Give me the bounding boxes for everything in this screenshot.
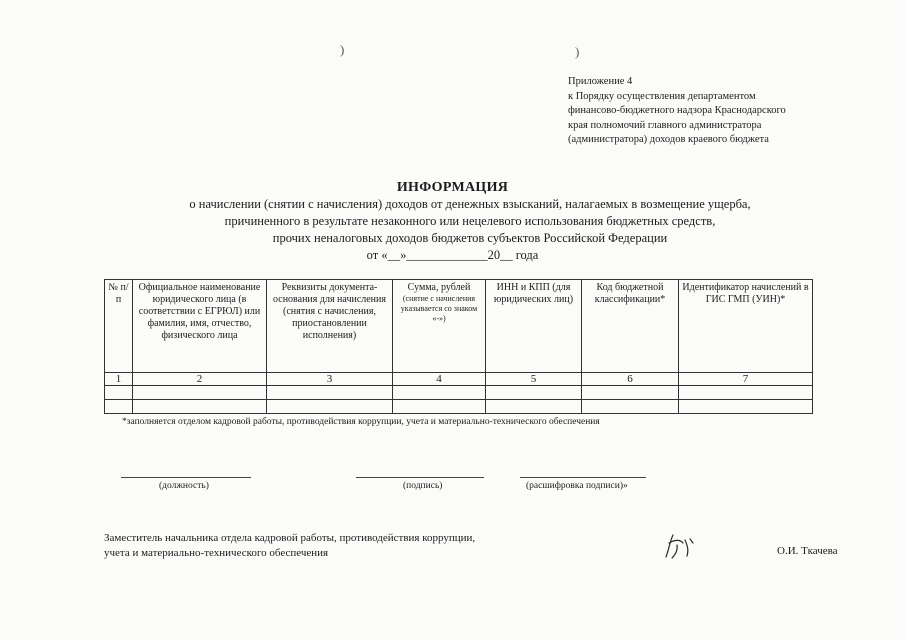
col-header-basis: Реквизиты документа-основания для начисления (снятия с начисления, приостановлении исполнения): [267, 280, 393, 373]
table-cell[interactable]: [133, 386, 267, 400]
deputy-title: Заместитель начальника отдела кадровой работы, противодействия коррупции, учета и материально-технического обеспечения: [104, 532, 476, 559]
appendix-line: края полномочий главного администратора: [568, 119, 762, 131]
table-cell[interactable]: [105, 400, 133, 414]
table-cell: 5: [486, 373, 582, 386]
subtitle-line: прочих неналоговых доходов бюджетов субъектов Российской Федерации: [272, 231, 668, 245]
appendix-line: (администратора) доходов краевого бюджета: [568, 134, 769, 145]
table-cell: 7: [679, 373, 813, 386]
scan-mark-left: ): [340, 42, 345, 57]
table-cell[interactable]: [133, 400, 267, 414]
period-line: от «__»_____________20__ года: [366, 248, 539, 262]
table-cell[interactable]: [582, 400, 679, 414]
table-cell: 4: [393, 373, 486, 386]
position-label: (должность): [159, 481, 209, 491]
col-header-name: Официальное наименование юридического лица (в соответствии с ЕГРЮЛ) или фамилия, имя, отчество, физического лица: [133, 280, 267, 373]
table-cell[interactable]: [679, 400, 813, 414]
table-cell[interactable]: [582, 386, 679, 400]
document-subtitle: [140, 196, 800, 247]
scan-mark-right: ): [575, 44, 580, 59]
table-cell[interactable]: [486, 400, 582, 414]
table-cell[interactable]: [679, 386, 813, 400]
col-header-uin: Идентификатор начислений в ГИС ГМП (УИН)*: [679, 280, 813, 373]
signer-name: О.И. Ткачева: [777, 545, 838, 557]
handwritten-signature: [660, 531, 700, 561]
signature-line[interactable]: [356, 477, 484, 478]
table-cell[interactable]: [267, 400, 393, 414]
col-header-amount: [393, 280, 486, 373]
table-cell: 1: [105, 373, 133, 386]
decoding-label: (расшифровка подписи)»: [526, 481, 628, 491]
appendix-block: [568, 75, 868, 148]
appendix-line: финансово-бюджетного надзора Краснодарского: [568, 105, 786, 116]
table-cell: 3: [267, 373, 393, 386]
table-row: [105, 386, 813, 400]
table-row: [105, 400, 813, 414]
signature-label: (подпись): [403, 481, 443, 491]
info-table: [104, 279, 813, 414]
table-cell[interactable]: [486, 386, 582, 400]
amount-label: Сумма, рублей: [407, 282, 471, 293]
amount-note: (снятие с начисления указывается со знаком «-»): [400, 294, 478, 323]
col-header-number: № п/п: [105, 280, 133, 373]
subtitle-line: о начислении (снятии с начисления) доходов от денежных взысканий, налагаемых в возмещение ущерба,: [189, 197, 751, 211]
table-cell: 6: [582, 373, 679, 386]
col-header-inn: ИНН и КПП (для юридических лиц): [486, 280, 582, 373]
table-number-row: [105, 373, 813, 386]
table-cell[interactable]: [105, 386, 133, 400]
appendix-line: Приложение 4: [568, 76, 633, 87]
decoding-line[interactable]: [520, 477, 646, 478]
subtitle-line: причиненного в результате незаконного или нецелевого использования бюджетных средств,: [224, 214, 716, 228]
table-cell[interactable]: [393, 386, 486, 400]
table-cell[interactable]: [267, 386, 393, 400]
table-header-row: [105, 280, 813, 373]
table-cell[interactable]: [393, 400, 486, 414]
table-cell: 2: [133, 373, 267, 386]
document-title: ИНФОРМАЦИЯ: [396, 180, 509, 195]
col-header-kbk: Код бюджетной классификации*: [582, 280, 679, 373]
position-line[interactable]: [121, 477, 251, 478]
appendix-line: к Порядку осуществления департаментом: [568, 90, 756, 102]
footnote: *заполняется отделом кадровой работы, противодействия коррупции, учета и материально-технического обеспечения: [122, 417, 600, 427]
